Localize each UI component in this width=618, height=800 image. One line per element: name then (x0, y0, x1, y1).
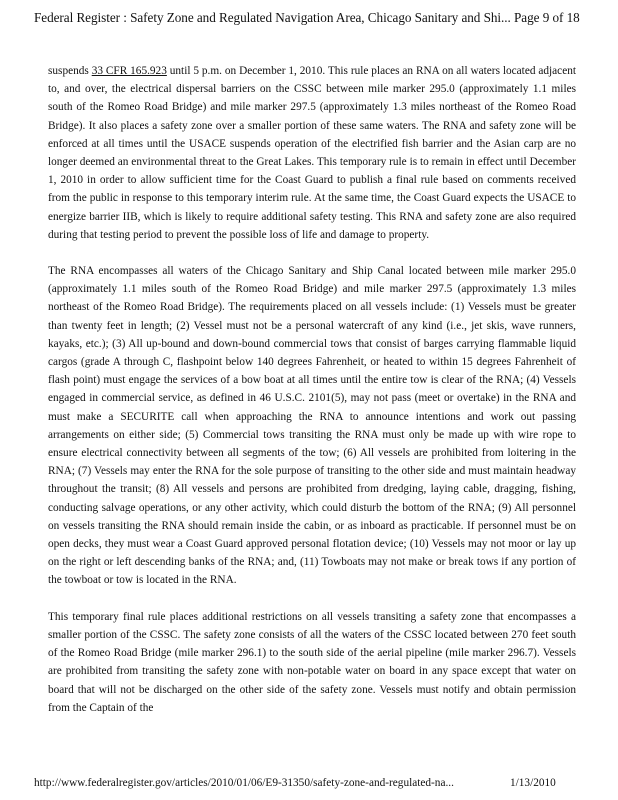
paragraph-2 (48, 262, 576, 590)
paragraph-2-text: The RNA encompasses all waters of the Chicago Sanitary and Ship Canal located between mile marker 295.0 (approximately 1.1 miles south of the Romeo Road Bridge) and mile marker 297.5 (approximately 1.3 miles northeast of the Romeo Road Bridge). The requirements placed on all vessels include: (1) Vessels must be greater than twenty feet in length; (2) Vessel must not be a personal watercraft of any kind (i.e., jet skis, wave runners, kayaks, etc.); (3) All up-bound and down-bound commercial tows that consist of barges carrying flammable liquid cargos (grade A through C, flashpoint below 140 degrees Fahrenheit, or heated to within 15 degrees Fahrenheit of flash point) must engage the services of a bow boat at all times until the entire tow is clear of the RNA; (4) Vessels engaged in commercial service, as defined in 46 U.S.C. 2101(5), may not pass (meet or overtake) in the RNA and must make a SECURITE call when approaching the RNA to announce intentions and work out passing arrangements on either side; (5) Commercial tows transiting the RNA must only be made up with wire rope to ensure electrical connectivity between all segments of the tow; (6) All vessels are prohibited from loitering in the RNA; (7) Vessels may enter the RNA for the sole purpose of transiting to the other side and must maintain headway throughout the transit; (8) All vessels and persons are prohibited from dredging, laying cable, dragging, fishing, conducting salvage operations, or any other activity, which could disturb the bottom of the RNA; (9) All personnel on vessels transiting the RNA should remain inside the cabin, or as inboard as practicable. If personnel must be on open decks, they must wear a Coast Guard approved personal flotation device; (10) Vessels may not moor or lay up on the right or left descending banks of the RNA; and, (11) Towboats may not make or break tows if any portion of the towboat or tow is located in the RNA. (48, 265, 576, 587)
paragraph-1-lead: suspends (48, 65, 92, 77)
header-title: Federal Register : Safety Zone and Regulated Navigation Area, Chicago Sanitary and Shi... (34, 10, 511, 25)
paragraph-1-text: until 5 p.m. on December 1, 2010. This rule places an RNA on all waters located adjacent to, and over, the electrical dispersal barriers on the CSSC between mile marker 295.0 (approximately 1.1 miles south of the Romeo Road Bridge) and mile marker 297.5 (approximately 1.3 miles northeast of the Romeo Road Bridge). It also places a safety zone over a smaller portion of these same waters. The RNA and safety zone will be enforced at all times until the USACE suspends operation of the electrified fish barrier and the Asian carp are no longer deemed an environmental threat to the Great Lakes. This temporary rule is to remain in effect until December 1, 2010 in order to allow sufficient time for the Coast Guard to publish a final rule based on comments received from the public in response to this temporary interim rule. At the same time, the Coast Guard expects the USACE to energize barrier IIB, which is likely to require additional safety testing. This RNA and safety zone are also required during that testing period to prevent the possible loss of life and damage to property. (48, 65, 577, 241)
paragraph-3 (48, 608, 576, 717)
cfr-citation-link[interactable]: 33 CFR 165.923 (91, 65, 167, 77)
paragraph-1 (48, 62, 576, 244)
paragraph-3-text: This temporary final rule places additional restrictions on all vessels transiting a safety zone that encompasses a smaller portion of the CSSC. The safety zone consists of all the waters of the CSSC located between 270 feet south of the Romeo Road Bridge (mile marker 296.1) to the south side of the aerial pipeline (mile marker 296.7). Vessels are prohibited from transiting the safety zone with non-potable water on board in any space except that water on board that will not be discharged on the other side of the safety zone. Vessels must notify and obtain permission from the Captain of the (48, 610, 576, 714)
footer-url: http://www.federalregister.gov/articles/2010/01/06/E9-31350/safety-zone-and-regulated-na... (34, 777, 454, 789)
header-page-number: Page 9 of 18 (514, 10, 580, 25)
footer-date: 1/13/2010 (510, 777, 556, 789)
document-body (48, 62, 576, 735)
page-header (34, 10, 594, 26)
page-footer (34, 776, 594, 790)
